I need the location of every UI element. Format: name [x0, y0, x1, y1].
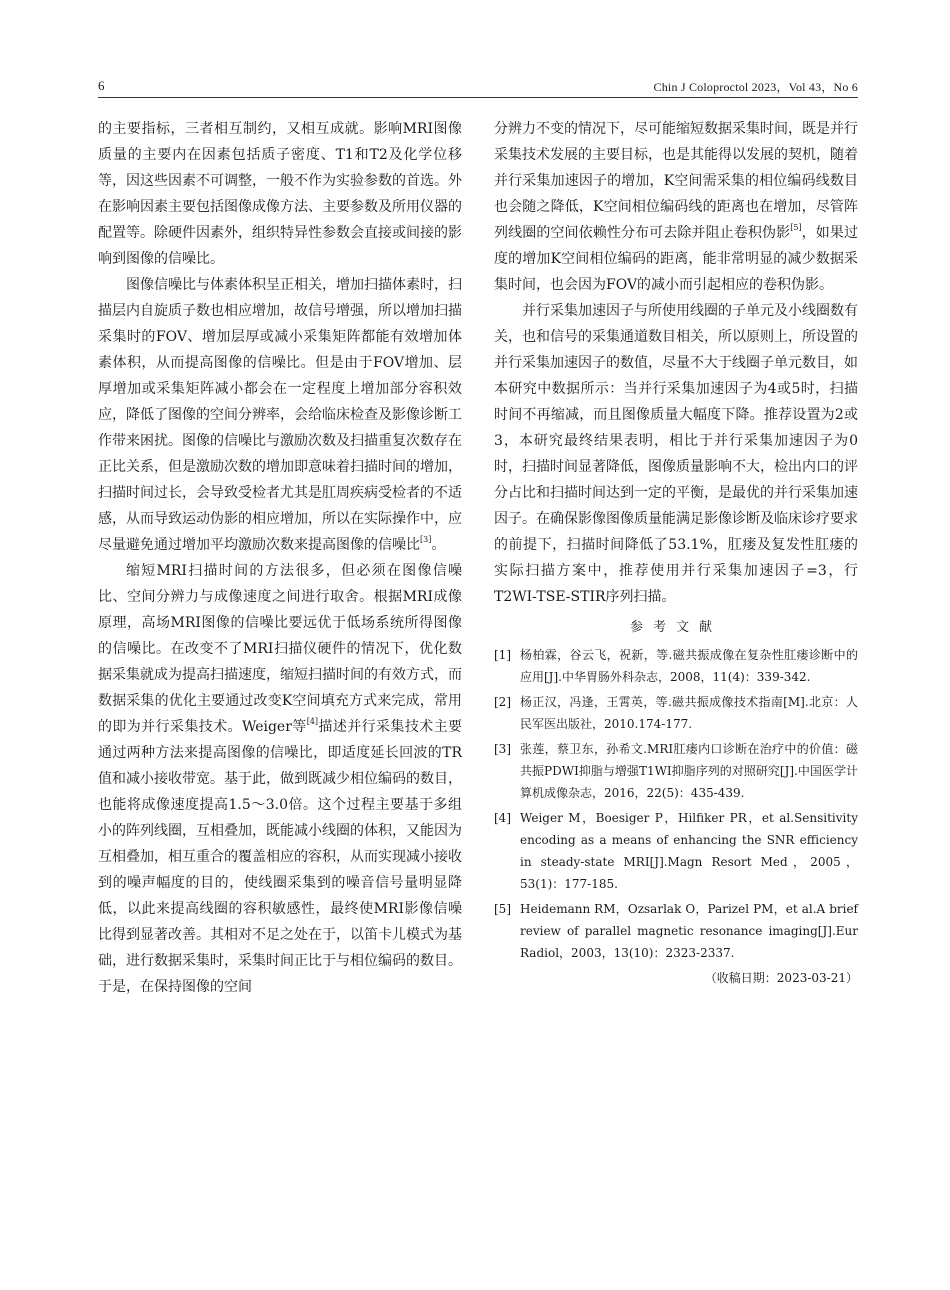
body-paragraph: [98, 558, 462, 1000]
paragraph-text: 图像信噪比与体素体积呈正相关，增加扫描体素时，扫描层内自旋质子数也相应增加，故信号增强，所以增加扫描采集时的FOV、增加层厚或减小采集矩阵都能有效增加体素体积，从而提高图像的信噪比。但是由于FOV增加、层厚增加或采集矩阵减小都会在一定程度上增加部分容积效应，降低了图像的空间分辨率，会给临床检查及影像诊断工作带来困扰。图像的信噪比与激励次数及扫描重复次数存在正比关系，但是激励次数的增加即意味着扫描时间的增加，扫描时间过长，会导致受检者尤其是肛周疾病受检者的不适感，从而导致运动伪影的相应增加，所以在实际操作中，应尽量避免通过增加平均激励次数来提高图像的信噪比: [98, 277, 462, 553]
citation-marker[interactable]: [5]: [790, 223, 802, 232]
paragraph-text: 。: [431, 537, 446, 553]
reference-text: Weiger M，Boesiger P，Hilfiker PR，et al.Sensitivity encoding as a means of enhancing the SNR efficiency in steady-state MRI[J].Magn Resort Med，2005，53(1)：177-185.: [520, 811, 858, 891]
paragraph-text: 缩短MRI扫描时间的方法很多，但必须在图像信噪比、空间分辨力与成像速度之间进行取舍。根据MRI成像原理，高场MRI图像的信噪比要远优于低场系统所得图像的信噪比。在改变不了MRI扫描仪硬件的情况下，优化数据采集就成为提高扫描速度，缩短扫描时间的有效方式，而数据采集的优化主要通过改变K空间填充方式来完成，常用的即为并行采集技术。Weiger等: [98, 563, 462, 735]
references-heading: 参考文献: [629, 620, 722, 635]
header-rule: [98, 97, 858, 98]
reference-number: [3]: [494, 742, 511, 756]
reference-item: [494, 738, 858, 804]
received-date: （收稿日期：2023-03-21）: [704, 971, 858, 985]
reference-text: Heidemann RM，Ozsarlak O，Parizel PM，et al.A brief review of parallel magnetic resonance imaging[J].Eur Radiol，2003，13(10)：2323-2337.: [520, 902, 858, 960]
reference-text: 杨柏霖，谷云飞，祝新，等.磁共振成像在复杂性肛瘘诊断中的应用[J].中华胃肠外科杂志，2008，11(4)：339-342.: [520, 648, 858, 684]
reference-item: [494, 691, 858, 735]
reference-item: [494, 807, 858, 895]
left-column: [98, 116, 462, 1000]
right-column: [494, 116, 858, 989]
reference-number: [4]: [494, 811, 511, 825]
citation-marker[interactable]: [4]: [306, 717, 319, 726]
reference-text: 张莲，蔡卫东，孙希文.MRI肛瘘内口诊断在治疗中的价值：磁共振PDWI抑脂与增强T1WI抑脂序列的对照研究[J].中国医学计算机成像杂志，2016，22(5)：435-439.: [520, 742, 858, 800]
reference-number: [1]: [494, 648, 511, 662]
paragraph-text: 分辨力不变的情况下，尽可能缩短数据采集时间，既是并行采集技术发展的主要目标，也是其能得以发展的契机，随着并行采集加速因子的增加，K空间需采集的相位编码线数目也会随之降低，K空间相位编码线的距离也在增加，尽管阵列线圈的空间依赖性分布可去除并阻止卷积伪影: [494, 121, 858, 241]
reference-item: [494, 644, 858, 688]
reference-number: [2]: [494, 695, 511, 709]
body-paragraph: 并行采集加速因子与所使用线圈的子单元及小线圈数有关，也和信号的采集通道数目相关，所以原则上，所设置的并行采集加速因子的数值，尽量不大于线圈子单元数目，如本研究中数据所示：当并行采集加速因子为4或5时，扫描时间不再缩减，而且图像质量大幅度下降。推荐设置为2或3，本研究最终结果表明，相比于并行采集加速因子为0时，扫描时间显著降低，图像质量影响不大，检出内口的评分占比和扫描时间达到一定的平衡，是最优的并行采集加速因子。在确保影像图像质量能满足影像诊断及临床诊疗要求的前提下，扫描时间降低了53.1%，肛瘘及复发性肛瘘的实际扫描方案中，推荐使用并行采集加速因子=3，行T2WI-TSE-STIR序列扫描。: [494, 303, 858, 605]
paragraph-text: ，如果过度的增加K空间相位编码的距离，能非常明显的减少数据采集时间，也会因为FOV的减小而引起相应的卷积伪影。: [494, 225, 859, 293]
reference-number: [5]: [494, 902, 511, 916]
body-paragraph: [98, 272, 462, 558]
body-paragraph: [494, 116, 858, 298]
body-paragraph: 的主要指标，三者相互制约，又相互成就。影响MRI图像质量的主要内在因素包括质子密度、T1和T2及化学位移等，因这些因素不可调整，一般不作为实验参数的首选。外在影响因素主要包括图像成像方法、主要参数及所用仪器的配置等。除硬件因素外，组织特异性参数会直接或间接的影响到图像的信噪比。: [98, 121, 462, 267]
reference-item: [494, 898, 858, 964]
reference-text: 杨正汉，冯逢，王霄英，等.磁共振成像技术指南[M].北京：人民军医出版社，2010.174-177.: [520, 695, 858, 731]
paragraph-text: 描述并行采集技术主要通过两种方法来提高图像的信噪比，即适度延长回波的TR值和减小接收带宽。基于此，做到既减少相位编码的数目，也能将成像速度提高1.5～3.0倍。这个过程主要基于多组小的阵列线圈，互相叠加，既能减小线圈的体积，又能因为互相叠加，相互重合的覆盖相应的容积，从而实现减小接收到的噪声幅度的目的，使线圈采集到的噪音信号量明显降低，以此来提高线圈的容积敏感性，最终使MRI影像信噪比得到显著改善。其相对不足之处在于，以笛卡儿模式为基础，进行数据采集时，采集时间正比于与相位编码的数目。于是，在保持图像的空间: [98, 719, 463, 995]
page-header: [98, 78, 858, 96]
journal-citation: Chin J Coloproctol 2023，Vol 43，No 6: [653, 80, 858, 94]
reference-list: [494, 644, 858, 964]
page-number: 6: [98, 78, 105, 93]
citation-marker[interactable]: [3]: [420, 535, 432, 544]
